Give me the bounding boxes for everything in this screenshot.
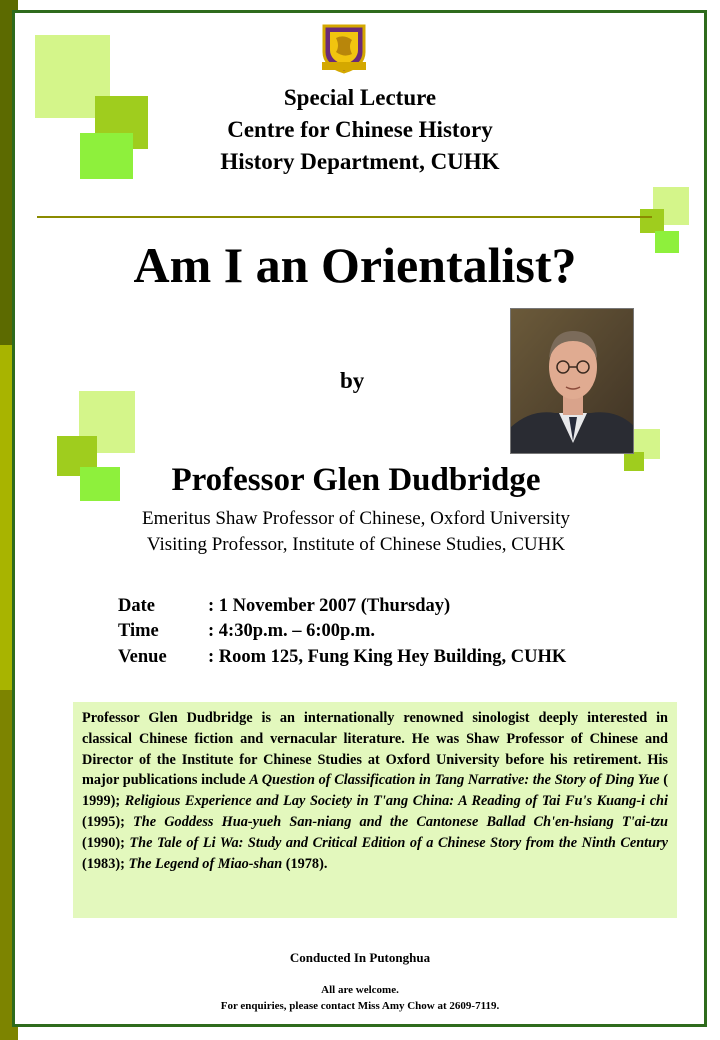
bio-publication-title: A Question of Classification in Tang Narrative: the Story of Ding Yue [249, 772, 660, 789]
speaker-affiliation-1: Emeritus Shaw Professor of Chinese, Oxford University [142, 508, 570, 529]
detail-label: Venue [118, 647, 167, 667]
bio-text: Professor Glen Dudbridge is an internationally renowned sinologist deeply interested in classical Chinese fiction and vernacular literature. He was Shaw Professor of Chinese and Director of the Institute for Chinese Studies at Oxford University before his retirement. His major publications include [82, 710, 668, 789]
bio-publication-title: Religious Experience and Lay Society in T'ang China: A Reading of Tai Fu's Kuang-i chi [124, 793, 668, 810]
speaker-name: Professor Glen Dudbridge [171, 462, 541, 498]
detail-row-time [118, 621, 375, 642]
enquiries-note: For enquiries, please contact Miss Amy Chow at 2609-7119. [220, 1000, 500, 1012]
detail-label: Time [118, 621, 159, 641]
bio-publication-title: The Goddess Hua-yueh San-niang and the Cantonese Ballad Ch'en-hsiang T'ai-tzu [133, 813, 669, 830]
organizer-centre: Centre for Chinese History [227, 117, 493, 142]
by-label: by [340, 368, 365, 393]
detail-label: Date [118, 596, 155, 616]
header-divider [37, 216, 652, 218]
bio-text: (1983); [82, 855, 129, 872]
detail-row-venue [118, 647, 566, 668]
bio-text: (1990); [82, 834, 130, 851]
bio-publication-title: The Legend of Miao-shan [128, 855, 283, 872]
event-type: Special Lecture [283, 85, 437, 110]
detail-value: : 4:30p.m. – 6:00p.m. [208, 621, 376, 641]
university-crest-logo [320, 22, 368, 74]
lecture-title: Am I an Orientalist? [133, 237, 577, 293]
speaker-biography [73, 702, 677, 918]
organizer-department: History Department, CUHK [220, 149, 500, 174]
bio-text: (1978). [282, 855, 328, 872]
bio-text: ( 1999); [82, 772, 668, 810]
detail-row-date [118, 596, 450, 617]
welcome-note: All are welcome. [321, 984, 399, 996]
bio-publication-title: The Tale of Li Wa: Study and Critical Edition of a Chinese Story from the Ninth Century [129, 834, 668, 851]
detail-value: : 1 November 2007 (Thursday) [208, 596, 451, 616]
decor-square [640, 209, 664, 233]
language-note: Conducted In Putonghua [289, 950, 431, 965]
speaker-affiliation-2: Visiting Professor, Institute of Chinese Studies, CUHK [146, 534, 566, 555]
bio-text: (1995); [82, 813, 134, 830]
speaker-photo [510, 308, 634, 454]
detail-value: : Room 125, Fung King Hey Building, CUHK [208, 647, 567, 667]
